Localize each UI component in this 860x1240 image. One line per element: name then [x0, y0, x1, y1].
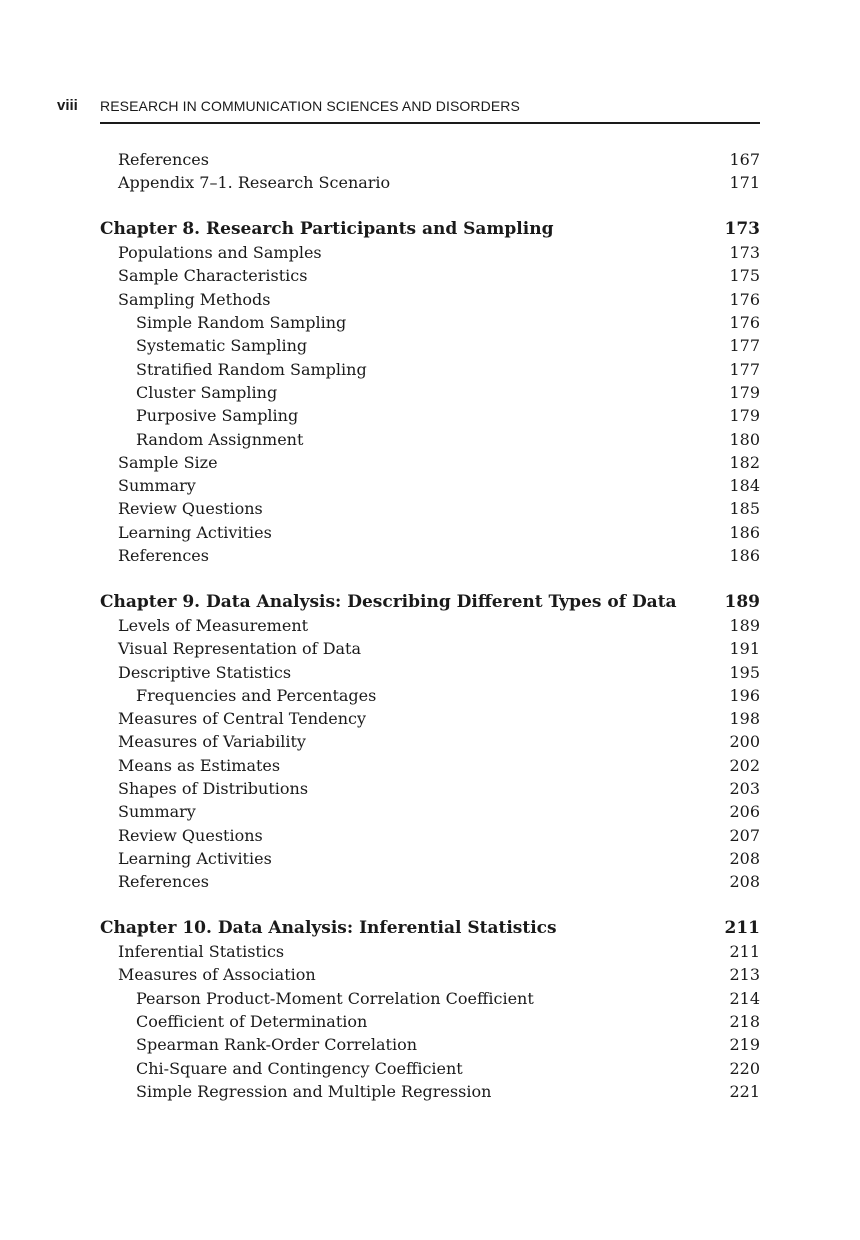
entry-title: Pearson Product-Moment Correlation Coefficient	[136, 988, 534, 1008]
entry-page-number: 200	[729, 732, 760, 752]
page-header	[57, 96, 760, 116]
chapter-page-number: 173	[724, 218, 760, 239]
toc-entry	[100, 311, 760, 334]
toc-entry	[100, 171, 760, 194]
toc-entry	[100, 637, 760, 660]
toc-section	[100, 218, 760, 567]
toc-entry	[100, 288, 760, 311]
toc-entry	[100, 963, 760, 986]
toc-entry	[100, 497, 760, 520]
toc-section	[100, 148, 760, 195]
entry-title: Cluster Sampling	[136, 382, 278, 402]
entry-page-number: 211	[729, 942, 760, 962]
entry-title: References	[118, 546, 209, 566]
toc-entry	[100, 777, 760, 800]
entry-title: Review Questions	[118, 499, 263, 519]
toc-entry	[100, 148, 760, 171]
entry-title: Systematic Sampling	[136, 336, 308, 356]
entry-page-number: 176	[729, 313, 760, 333]
entry-title: Learning Activities	[118, 848, 272, 868]
entry-page-number: 177	[729, 336, 760, 356]
entry-page-number: 176	[729, 289, 760, 309]
entry-page-number: 186	[729, 546, 760, 566]
toc-entry	[100, 474, 760, 497]
entry-page-number: 171	[729, 173, 760, 193]
entry-page-number: 173	[729, 243, 760, 263]
entry-page-number: 206	[729, 802, 760, 822]
entry-title: Measures of Variability	[118, 732, 306, 752]
entry-page-number: 179	[729, 382, 760, 402]
entry-title: Measures of Central Tendency	[118, 709, 367, 729]
entry-title: Review Questions	[118, 825, 263, 845]
entry-title: Summary	[118, 476, 196, 496]
entry-page-number: 219	[729, 1035, 760, 1055]
entry-title: Learning Activities	[118, 522, 272, 542]
chapter-page-number: 211	[724, 917, 760, 938]
toc-section	[100, 591, 760, 894]
entry-title: Frequencies and Percentages	[136, 685, 377, 705]
entry-page-number: 218	[729, 1011, 760, 1031]
toc-entry	[100, 1033, 760, 1056]
entry-title: Summary	[118, 802, 196, 822]
entry-title: Coefficient of Determination	[136, 1011, 368, 1031]
toc-entry	[100, 544, 760, 567]
toc-entry	[100, 428, 760, 451]
toc-chapter-heading	[100, 218, 760, 241]
entry-page-number: 207	[729, 825, 760, 845]
toc-entry	[100, 707, 760, 730]
toc-entry	[100, 661, 760, 684]
entry-page-number: 196	[729, 685, 760, 705]
toc-chapter-heading	[100, 917, 760, 940]
entry-page-number: 202	[729, 755, 760, 775]
toc-entry	[100, 521, 760, 544]
entry-page-number: 191	[729, 639, 760, 659]
toc-entry	[100, 381, 760, 404]
entry-title: Visual Representation of Data	[118, 639, 362, 659]
entry-page-number: 214	[729, 988, 760, 1008]
entry-title: Sampling Methods	[118, 289, 271, 309]
entry-title: Descriptive Statistics	[118, 662, 292, 682]
chapter-title: Chapter 9. Data Analysis: Describing Different Types of Data	[100, 591, 677, 612]
entry-title: Stratified Random Sampling	[136, 359, 367, 379]
entry-title: Simple Regression and Multiple Regression	[136, 1081, 492, 1101]
running-head: RESEARCH IN COMMUNICATION SCIENCES AND DISORDERS	[100, 98, 520, 114]
header-rule	[100, 122, 760, 124]
toc-entry	[100, 730, 760, 753]
page-number: viii	[57, 97, 78, 114]
entry-title: Inferential Statistics	[118, 942, 285, 962]
entry-title: References	[118, 150, 209, 169]
entry-page-number: 167	[729, 150, 760, 169]
toc-entry	[100, 334, 760, 357]
entry-title: Purposive Sampling	[136, 406, 299, 426]
toc-entry	[100, 1010, 760, 1033]
entry-page-number: 179	[729, 406, 760, 426]
toc-entry	[100, 847, 760, 870]
toc-entry	[100, 358, 760, 381]
entry-page-number: 182	[729, 452, 760, 472]
chapter-title: Chapter 8. Research Participants and Sampling	[100, 218, 554, 239]
table-of-contents	[100, 148, 760, 1103]
toc-entry	[100, 1057, 760, 1080]
toc-entry	[100, 614, 760, 637]
toc-entry	[100, 684, 760, 707]
toc-entry	[100, 241, 760, 264]
entry-page-number: 177	[729, 359, 760, 379]
toc-section	[100, 917, 760, 1103]
entry-page-number: 208	[729, 872, 760, 892]
entry-title: Levels of Measurement	[118, 615, 309, 635]
entry-title: References	[118, 872, 209, 892]
toc-entry	[100, 870, 760, 893]
entry-page-number: 203	[729, 779, 760, 799]
entry-page-number: 221	[729, 1081, 760, 1101]
toc-entry	[100, 451, 760, 474]
entry-page-number: 198	[729, 709, 760, 729]
chapter-page-number: 189	[724, 591, 760, 612]
entry-title: Sample Characteristics	[118, 266, 308, 286]
chapter-title: Chapter 10. Data Analysis: Inferential Statistics	[100, 917, 557, 938]
entry-title: Populations and Samples	[118, 243, 322, 263]
entry-page-number: 186	[729, 522, 760, 542]
entry-title: Appendix 7–1. Research Scenario	[118, 173, 391, 193]
entry-page-number: 195	[729, 662, 760, 682]
entry-title: Spearman Rank-Order Correlation	[136, 1035, 418, 1055]
toc-chapter-heading	[100, 591, 760, 614]
toc-entry	[100, 1080, 760, 1103]
entry-title: Chi-Square and Contingency Coefficient	[136, 1058, 463, 1078]
entry-page-number: 185	[729, 499, 760, 519]
entry-title: Sample Size	[118, 452, 218, 472]
toc-entry	[100, 404, 760, 427]
entry-title: Shapes of Distributions	[118, 779, 309, 799]
entry-title: Means as Estimates	[118, 755, 281, 775]
toc-entry	[100, 264, 760, 287]
entry-page-number: 189	[729, 615, 760, 635]
entry-page-number: 213	[729, 965, 760, 985]
toc-entry	[100, 940, 760, 963]
entry-page-number: 208	[729, 848, 760, 868]
entry-title: Random Assignment	[136, 429, 304, 449]
toc-entry	[100, 800, 760, 823]
entry-page-number: 184	[729, 476, 760, 496]
entry-page-number: 220	[729, 1058, 760, 1078]
entry-page-number: 175	[729, 266, 760, 286]
entry-page-number: 180	[729, 429, 760, 449]
entry-title: Simple Random Sampling	[136, 313, 347, 333]
toc-entry	[100, 754, 760, 777]
toc-entry	[100, 987, 760, 1010]
toc-entry	[100, 824, 760, 847]
entry-title: Measures of Association	[118, 965, 316, 985]
